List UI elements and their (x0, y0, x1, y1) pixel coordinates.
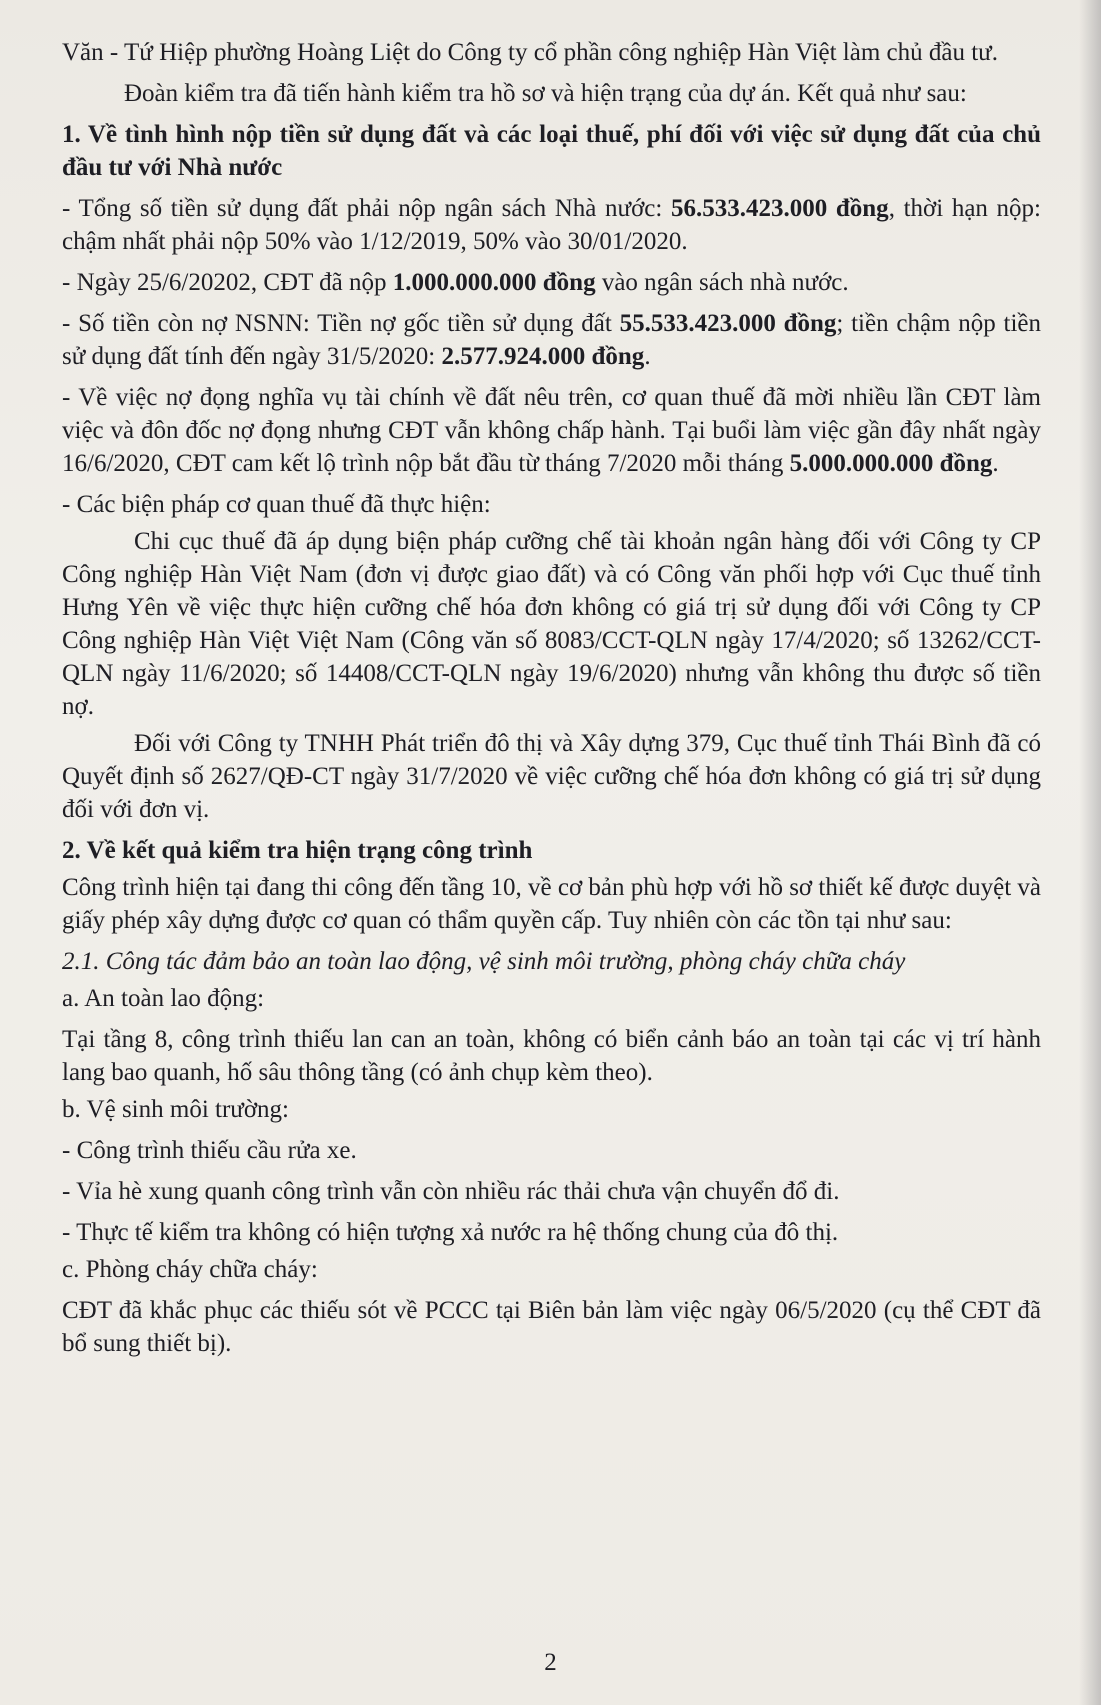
intro-paragraph: Văn - Tứ Hiệp phường Hoàng Liệt do Công ty cổ phần công nghiệp Hàn Việt làm chủ đầu tư. (62, 39, 998, 66)
construction-status-paragraph: Công trình hiện tại đang thi công đến tầng 10, về cơ bản phù hợp với hồ sơ thiết kế được duyệt và giấy phép xây dựng được cơ quan có thẩm quyền cấp. Tuy nhiên còn các tồn tại như sau: (62, 874, 1041, 934)
text-run: . (992, 450, 999, 477)
amount-monthly: 5.000.000.000 đồng (789, 450, 993, 477)
text-run: - Tổng số tiền sử dụng đất phải nộp ngân sách Nhà nước: (62, 195, 671, 222)
land-fee-total-paragraph (62, 192, 1041, 258)
enforcement-paragraph: Chi cục thuế đã áp dụng biện pháp cưỡng chế tài khoản ngân hàng đối với Công ty CP Công nghiệp Hàn Việt Nam (đơn vị được giao đất) và có Công văn phối hợp với Cục thuế tỉnh Hưng Yên về việc thực hiện cưỡng chế hóa đơn không có giá trị sử dụng đối với Công ty CP Công nghiệp Hàn Việt Việt Nam (Công văn số 8083/CCT-QLN ngày 17/4/2020; số 13262/CCT-QLN ngày 11/6/2020; số 14408/CCT-QLN ngày 19/6/2020) nhưng vẫn không thu được số tiền nợ. (62, 528, 1041, 720)
page-number: 2 (544, 1649, 557, 1676)
environment-heading: b. Vệ sinh môi trường: (62, 1096, 290, 1123)
thai-binh-paragraph: Đối với Công ty TNHH Phát triển đô thị và Xây dựng 379, Cục thuế tỉnh Thái Bình đã có Quyết định số 2627/QĐ-CT ngày 31/7/2020 về việc cưỡng chế hóa đơn không có giá trị sử dụng đối với đơn vị. (62, 730, 1041, 823)
debt-followup-paragraph (62, 381, 1041, 480)
section-2-1-heading: 2.1. Công tác đảm bảo an toàn lao động, vệ sinh môi trường, phòng cháy chữa cháy (62, 948, 906, 975)
amount-paid: 1.000.000.000 đồng (392, 269, 596, 296)
text-run: - Số tiền còn nợ NSNN: Tiền nợ gốc tiền sử dụng đất (62, 310, 620, 337)
fire-safety-paragraph: CĐT đã khắc phục các thiếu sót về PCCC tại Biên bản làm việc ngày 06/5/2020 (cụ thể CĐT đã bổ sung thiết bị). (62, 1297, 1041, 1357)
debt-paragraph (62, 307, 1041, 373)
text-run: - Về việc nợ đọng nghĩa vụ tài chính về đất nêu trên, cơ quan thuế đã mời nhiều lần CĐT làm việc và đôn đốc nợ đọng nhưng CĐT vẫn không chấp hành. Tại buổi làm việc gần đây nhất ngày 16/6/2020, CĐT cam kết lộ trình nộp bắt đầu từ tháng 7/2020 mỗi tháng (62, 384, 1041, 477)
inspection-paragraph: Đoàn kiểm tra đã tiến hành kiểm tra hồ sơ và hiện trạng của dự án. Kết quả như sau: (124, 80, 967, 107)
section-2-heading: 2. Về kết quả kiểm tra hiện trạng công trình (62, 837, 533, 864)
payment-paragraph (62, 266, 1041, 299)
labor-safety-paragraph: Tại tầng 8, công trình thiếu lan can an toàn, không có biển cảnh báo an toàn tại các vị trí hành lang bao quanh, hố sâu thông tầng (có ảnh chụp kèm theo). (62, 1026, 1041, 1086)
amount-late-fee: 2.577.924.000 đồng (441, 343, 645, 370)
amount-total: 56.533.423.000 đồng (670, 195, 889, 222)
text-run: . (644, 343, 651, 370)
amount-principal-debt: 55.533.423.000 đồng (619, 310, 837, 337)
fire-safety-heading: c. Phòng cháy chữa cháy: (62, 1256, 318, 1283)
text-run: , thời hạn nộp: chậm nhất phải nộp 50% vào 1/12/2019, 50% vào 30/01/2020. (62, 195, 1041, 255)
environment-item-3: - Thực tế kiểm tra không có hiện tượng xả nước ra hệ thống chung của đô thị. (62, 1219, 839, 1246)
tax-measures-paragraph: - Các biện pháp cơ quan thuế đã thực hiện: (62, 491, 491, 518)
labor-safety-heading: a. An toàn lao động: (62, 985, 265, 1012)
text-run: ; tiền chậm nộp tiền sử dụng đất tính đến ngày 31/5/2020: (62, 310, 1041, 370)
text-run: vào ngân sách nhà nước. (595, 269, 849, 296)
environment-item-1: - Công trình thiếu cầu rửa xe. (62, 1137, 357, 1164)
section-1-heading: 1. Về tình hình nộp tiền sử dụng đất và các loại thuế, phí đối với việc sử dụng đất của chủ đầu tư với Nhà nước (62, 121, 1041, 181)
text-run: - Ngày 25/6/20202, CĐT đã nộp (62, 269, 393, 296)
environment-item-2: - Vỉa hè xung quanh công trình vẫn còn nhiều rác thải chưa vận chuyển đổ đi. (62, 1178, 840, 1205)
